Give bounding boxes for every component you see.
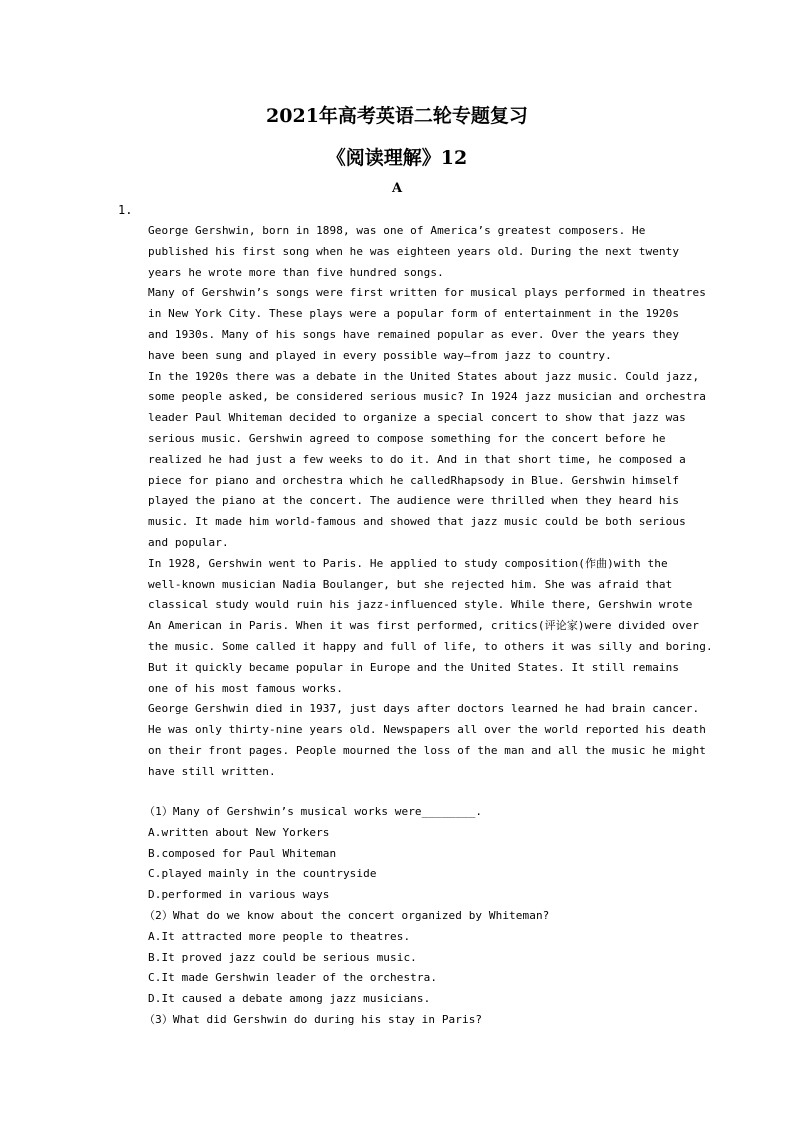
document-title: 2021年高考英语二轮专题复习 — [266, 105, 528, 127]
passage-line: have still written. — [148, 764, 276, 778]
passage-line: Many of Gershwin’s songs were first written for musical plays performed in theatres — [148, 286, 706, 300]
passage-line: well-known musician Nadia Boulanger, but she rejected him. She was afraid that — [148, 577, 673, 591]
answer-option: C.played mainly in the countryside — [148, 867, 377, 881]
passage-line: George Gershwin died in 1937, just days after doctors learned he had brain cancer. — [148, 702, 700, 716]
passage-line: in New York City. These plays were a popular form of entertainment in the 1920s — [148, 307, 680, 321]
passage-line: on their front pages. People mourned the loss of the man and all the music he might — [148, 743, 706, 757]
reading-passage — [148, 221, 713, 783]
passage-line: He was only thirty-nine years old. Newspapers all over the world reported his death — [148, 723, 706, 737]
passage-line: years he wrote more than five hundred songs. — [148, 265, 444, 279]
passage-line: some people asked, be considered serious music? In 1924 jazz musician and orchestra — [148, 390, 706, 404]
passage-line: and popular. — [148, 535, 229, 549]
passage-line: In the 1920s there was a debate in the United States about jazz music. Could jazz, — [148, 369, 700, 383]
passage-line: leader Paul Whiteman decided to organize a special concert to show that jazz was — [148, 411, 686, 425]
answer-option: D.It caused a debate among jazz musicians. — [148, 992, 431, 1006]
passage-line: But it quickly became popular in Europe and the United States. It still remains — [148, 660, 680, 674]
question-stem: （2）What do we know about the concert organized by Whiteman? — [144, 908, 550, 922]
question-stem: （3）What did Gershwin do during his stay in Paris? — [144, 1012, 483, 1026]
passage-line: played the piano at the concert. The audience were thrilled when they heard his — [148, 494, 680, 508]
passage-line: serious music. Gershwin agreed to compose something for the concert before he — [148, 431, 666, 445]
question-stem: （1）Many of Gershwin’s musical works were________. — [144, 805, 483, 818]
answer-option: C.It made Gershwin leader of the orchestra. — [148, 971, 438, 985]
passage-line: In 1928, Gershwin went to Paris. He applied to study composition(作曲)with the — [148, 556, 668, 570]
passage-line: realized he had just a few weeks to do it. And in that short time, he composed a — [148, 452, 686, 466]
answer-option: A.It attracted more people to theatres. — [148, 929, 411, 943]
passage-line: George Gershwin, born in 1898, was one of America’s greatest composers. He — [148, 224, 646, 237]
question-number: 1. — [118, 203, 133, 217]
passage-line: one of his most famous works. — [148, 681, 343, 695]
passage-line: music. It made him world-famous and showed that jazz music could be both serious — [148, 515, 686, 529]
passage-line: classical study would ruin his jazz-influenced style. While there, Gershwin wrote — [148, 598, 693, 612]
answer-option: B.It proved jazz could be serious music. — [148, 950, 417, 964]
answer-option: D.performed in various ways — [148, 888, 330, 902]
passage-line: An American in Paris. When it was first performed, critics(评论家)were divided over — [148, 619, 699, 633]
answer-option: A.written about New Yorkers — [148, 825, 330, 839]
passage-line: and 1930s. Many of his songs have remained popular as ever. Over the years they — [148, 327, 680, 341]
passage-line: the music. Some called it happy and full of life, to others it was silly and boring. — [148, 639, 713, 653]
question-list — [144, 802, 708, 1031]
document-subtitle: 《阅读理解》12 — [326, 147, 468, 169]
answer-option: B.composed for Paul Whiteman — [148, 846, 337, 860]
passage-line: have been sung and played in every possible way—from jazz to country. — [148, 348, 612, 362]
section-label: A — [391, 181, 403, 196]
passage-line: published his first song when he was eighteen years old. During the next twenty — [148, 244, 680, 258]
passage-line: piece for piano and orchestra which he calledRhapsody in Blue. Gershwin himself — [148, 473, 680, 487]
